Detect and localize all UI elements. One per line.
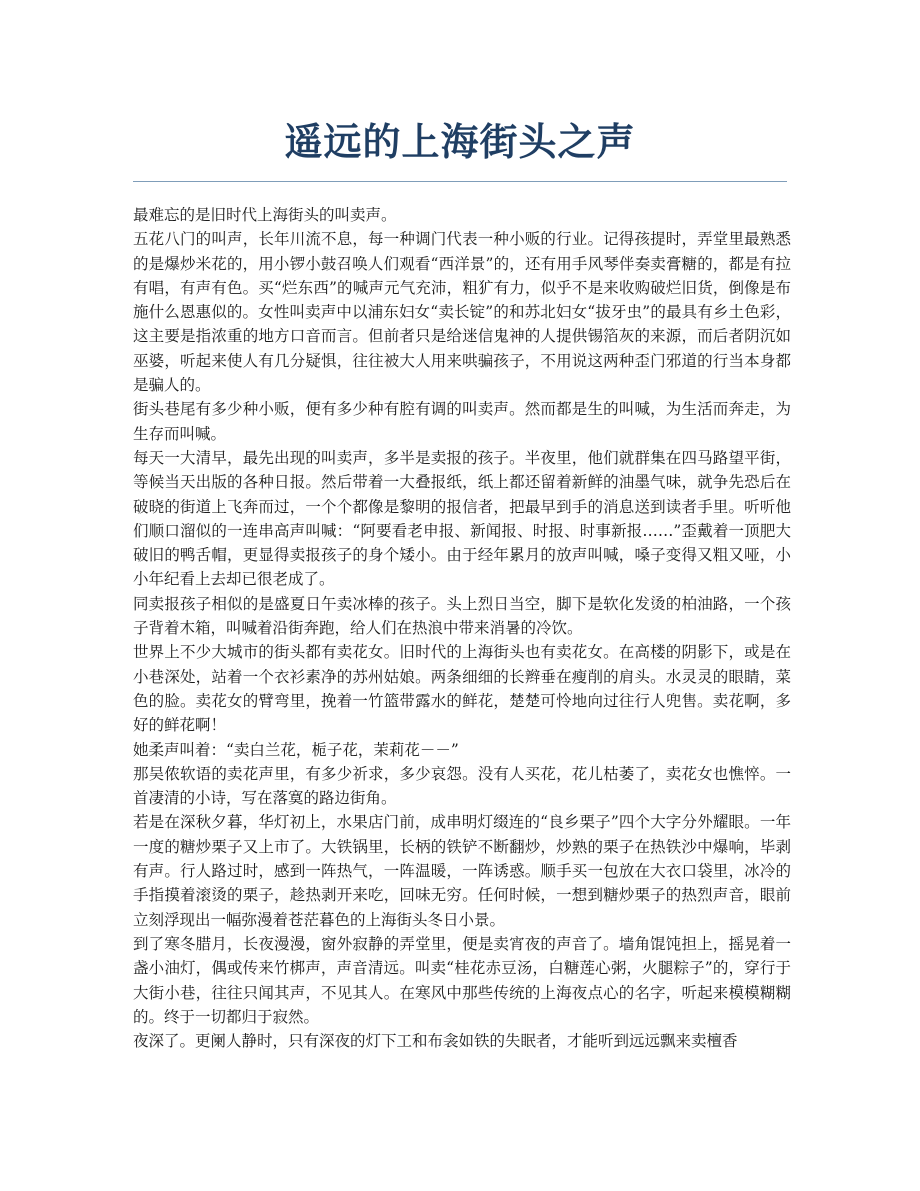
- paragraph: 同卖报孩子相似的是盛夏日午卖冰棒的孩子。头上烈日当空，脚下是软化发烫的柏油路，一个孩子背着木箱，叫喊着沿街奔跑，给人们在热浪中带来消暑的冷饮。: [133, 594, 791, 638]
- paragraph: 五花八门的叫声，长年川流不息，每一种调门代表一种小贩的行业。记得孩提时，弄堂里最熟悉的是爆炒米花的，用小锣小鼓召唤人们观看“西洋景”的，还有用手风琴伴奏卖膏糖的，都是有拉有唱，有声有色。买“烂东西”的喊声元气充沛，粗犷有力，似乎不是来收购破烂旧货，倒像是布施什么恩惠似的。女性叫卖声中以浦东妇女“卖长锭”的和苏北妇女“拔牙虫”的最具有乡土色彩，这主要是指浓重的地方口音而言。但前者只是给迷信鬼神的人提供锡箔灰的来源，而后者阴沉如巫婆，听起来使人有几分疑惧，往往被大人用来哄骗孩子，不用说这两种歪门邪道的行当本身都是骗人的。: [133, 230, 791, 395]
- paragraph: 每天一大清早，最先出现的叫卖声，多半是卖报的孩子。半夜里，他们就群集在四马路望平街，等候当天出版的各种日报。然后带着一大叠报纸，纸上都还留着新鲜的油墨气味，就争先恐后在破晓的街道上飞奔而过，一个个都像是黎明的报信者，把最早到手的消息送到读者手里。听听他们顺口溜似的一连串高声叫喊：“阿要看老申报、新闻报、时报、时事新报……”歪戴着一顶肥大破旧的鸭舌帽，更显得卖报孩子的身个矮小。由于经年累月的放声叫喊，嗓子变得又粗又哑，小小年纪看上去却已很老成了。: [133, 448, 791, 589]
- paragraph: 最难忘的是旧时代上海街头的叫卖声。: [133, 206, 397, 224]
- paragraph: 世界上不少大城市的街头都有卖花女。旧时代的上海街头也有卖花女。在高楼的阴影下，或是在小巷深处，站着一个衣衫素净的苏州姑娘。两条细细的长辫垂在瘦削的肩头。水灵灵的眼睛，菜色的脸。卖花女的臂弯里，挽着一竹篮带露水的鲜花，楚楚可怜地向过往行人兜售。卖花啊，多好的鲜花啊！: [133, 643, 791, 735]
- paragraph: 那吴侬软语的卖花声里，有多少祈求，多少哀怨。没有人买花，花儿枯萎了，卖花女也憔悴。一首凄清的小诗，写在落寞的路边街角。: [133, 764, 791, 808]
- paragraph: 街头巷尾有多少种小贩，便有多少种有腔有调的叫卖声。然而都是生的叫喊，为生活而奔走，为生存而叫喊。: [133, 400, 791, 443]
- paragraph: 若是在深秋夕暮，华灯初上，水果店门前，成串明灯缀连的“良乡栗子”四个大字分外耀眼。一年一度的糖炒栗子又上市了。大铁锅里，长柄的铁铲不断翻炒，炒熟的栗子在热铁沙中爆响，毕剥有声。行人路过时，感到一阵热气，一阵温暖，一阵诱惑。顺手买一包放在大衣口袋里，冰冷的手指摸着滚烫的栗子，趁热剥开来吃，回味无穷。任何时候，一想到糖炒栗子的热烈声音，眼前立刻浮现出一幅弥漫着苍茫暮色的上海街头冬日小景。: [133, 813, 791, 929]
- document-body: [133, 203, 791, 1053]
- title-divider: [133, 181, 787, 182]
- paragraph: 夜深了。更阑人静时，只有深夜的灯下工和布衾如铁的失眠者，才能听到远远飘来卖檀香: [133, 1032, 738, 1051]
- paragraph: 她柔声叫着：“卖白兰花，栀子花，茉莉花－－”: [133, 740, 459, 759]
- document-title: 遥远的上海街头之声: [284, 120, 636, 164]
- paragraph: 到了寒冬腊月，长夜漫漫，窗外寂静的弄堂里，便是卖宵夜的声音了。墙角馄饨担上，摇晃着一盏小油灯，偶或传来竹梆声，声音清远。叫卖“桂花赤豆汤，白糖莲心粥，火腿粽子”的，穿行于大街小巷，往往只闻其声，不见其人。在寒风中那些传统的上海夜点心的名字，听起来模模糊糊的。终于一切都归于寂然。: [133, 934, 791, 1026]
